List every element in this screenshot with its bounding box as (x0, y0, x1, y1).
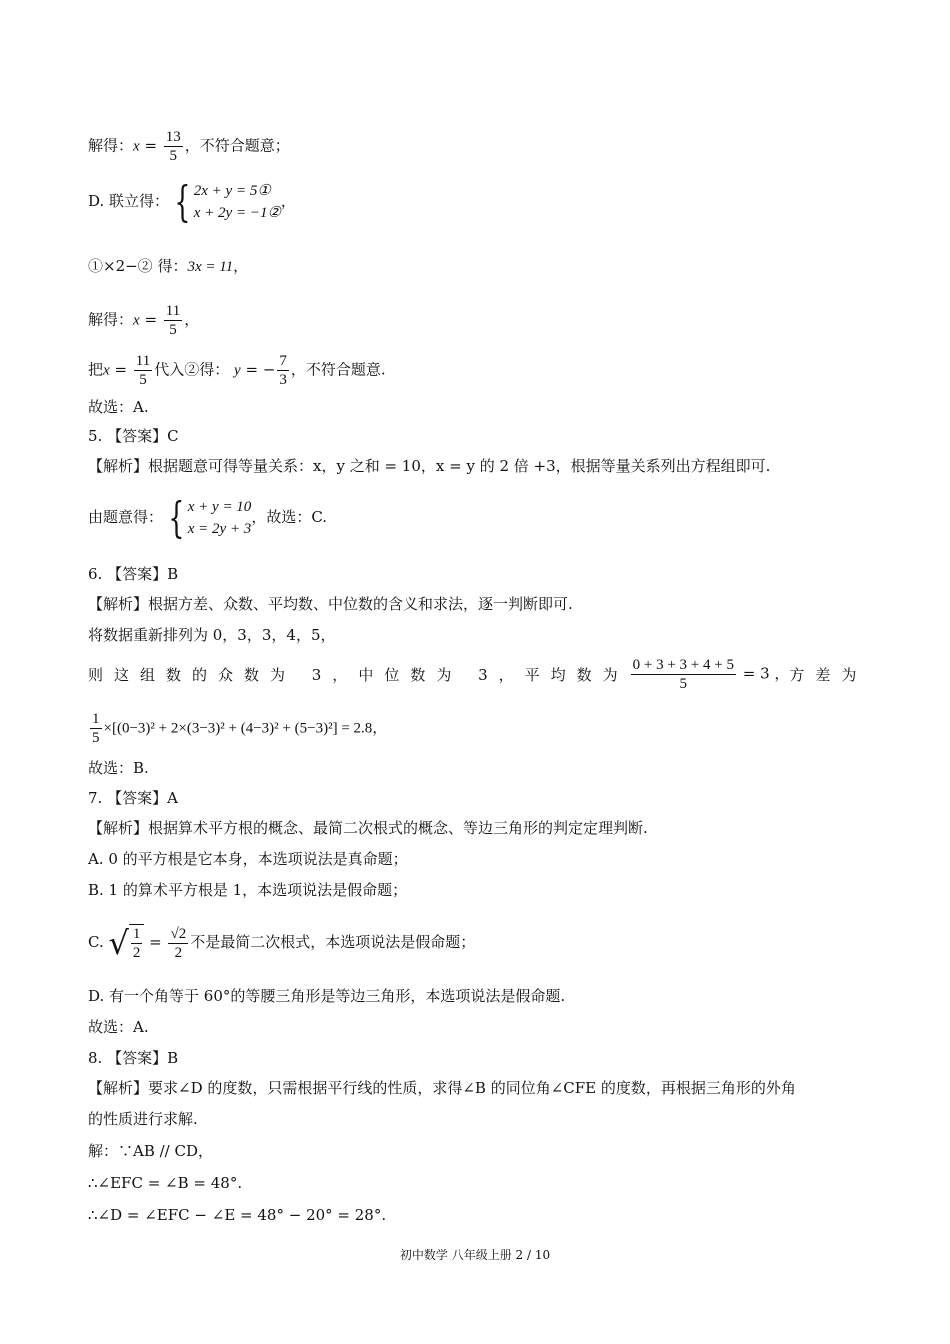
answer-heading: 6. 【答案】B (88, 565, 179, 583)
solution-line: 解得：x = $\frac{11}{5}$ ， (88, 303, 200, 338)
solution-line: 解得：x = $\frac{13}{5}$ ，不符合题意； (88, 129, 290, 164)
square-root: √ $\frac{1}{2}$ (108, 924, 144, 962)
option-d-text: D. 有一个角等于 60°的等腰三角形是等边三角形，本选项说法是假命题. (88, 987, 566, 1005)
fraction: $\frac{0 + 3 + 3 + 4 + 5}{5}$ (632, 657, 734, 692)
equation-system-line: D. 联立得： { 2x + y = 5① x + 2y = −1② ， (88, 177, 296, 226)
equation-system-line: 由题意得： { x + y = 10 x = 2y + 3 ，故选：C. (88, 493, 328, 542)
proof-step: ∴∠D = ∠EFC − ∠E = 48° − 20° = 28°. (88, 1206, 387, 1224)
fraction: $\frac{1}{2}$ (132, 926, 141, 961)
analysis-text: 【解析】根据算术平方根的概念、最简二次根式的概念、等边三角形的判定定理判断. (88, 819, 648, 837)
statistics-line: 则这组数的众数为 3，中位数为 3，平均数为 $\frac{0 + 3 + 3 + 4 + 5}{5}$ = 3 ， 方差为 (88, 657, 868, 692)
substitution-line: 把x = $\frac{11}{5}$ 代入②得： y = − $\frac{7}{3}$ ，不符合题意. (88, 353, 386, 388)
option-b-text: B. 1 的算术平方根是 1，本选项说法是假命题； (88, 881, 408, 899)
answer-choice: 故选：A. (88, 398, 149, 416)
option-a-text: A. 0 的平方根是它本身，本选项说法是真命题； (88, 850, 408, 868)
answer-heading: 7. 【答案】A (88, 789, 178, 807)
analysis-text: 【解析】根据方差、众数、平均数、中位数的含义和求法，逐一判断即可. (88, 595, 573, 613)
fraction: $\frac{13}{5}$ (165, 129, 181, 164)
analysis-text: 【解析】要求∠D 的度数，只需根据平行线的性质，求得∠B 的同位角∠CFE 的度数，再根据三角形的外角 (88, 1079, 796, 1097)
equation-system: { x + y = 10 x = 2y + 3 (168, 493, 252, 542)
fraction: $\frac{√2}{2}$ (170, 925, 187, 961)
variance-formula: $\frac{1}{5}$ ×[(0−3)² + 2×(3−3)² + (4−3)² + (5−3)²] = 2.8， (92, 711, 388, 746)
analysis-text-continued: 的性质进行求解. (88, 1110, 198, 1128)
elimination-line: ①×2−② 得：3x = 11， (88, 257, 249, 275)
answer-choice: 故选：B. (88, 759, 149, 777)
option-c-text: C. √ $\frac{1}{2}$ = $\frac{√2}{2}$ 不是最简二次根式，本选项说法是假命题； (88, 924, 476, 962)
equation-system: { 2x + y = 5① x + 2y = −1② (174, 177, 281, 226)
answer-heading: 8. 【答案】B (88, 1049, 179, 1067)
analysis-text: 【解析】根据题意可得等量关系：x，y 之和 = 10，x = y 的 2 倍 +3，根据等量关系列出方程组即可. (88, 457, 771, 475)
answer-choice: 故选：A. (88, 1018, 149, 1036)
proof-step: 解：∵AB // CD， (88, 1142, 214, 1160)
fraction: $\frac{1}{5}$ (92, 711, 100, 746)
fraction: $\frac{11}{5}$ (165, 303, 181, 338)
fraction: $\frac{11}{5}$ (135, 353, 151, 388)
page-footer: 初中数学 八年级上册 2 / 10 (399, 1248, 551, 1262)
answer-heading: 5. 【答案】C (88, 427, 179, 445)
proof-step: ∴∠EFC = ∠B = 48°. (88, 1174, 243, 1192)
fraction: $\frac{7}{3}$ (279, 353, 287, 388)
body-text: 将数据重新排列为 0，3，3，4，5， (88, 626, 336, 644)
